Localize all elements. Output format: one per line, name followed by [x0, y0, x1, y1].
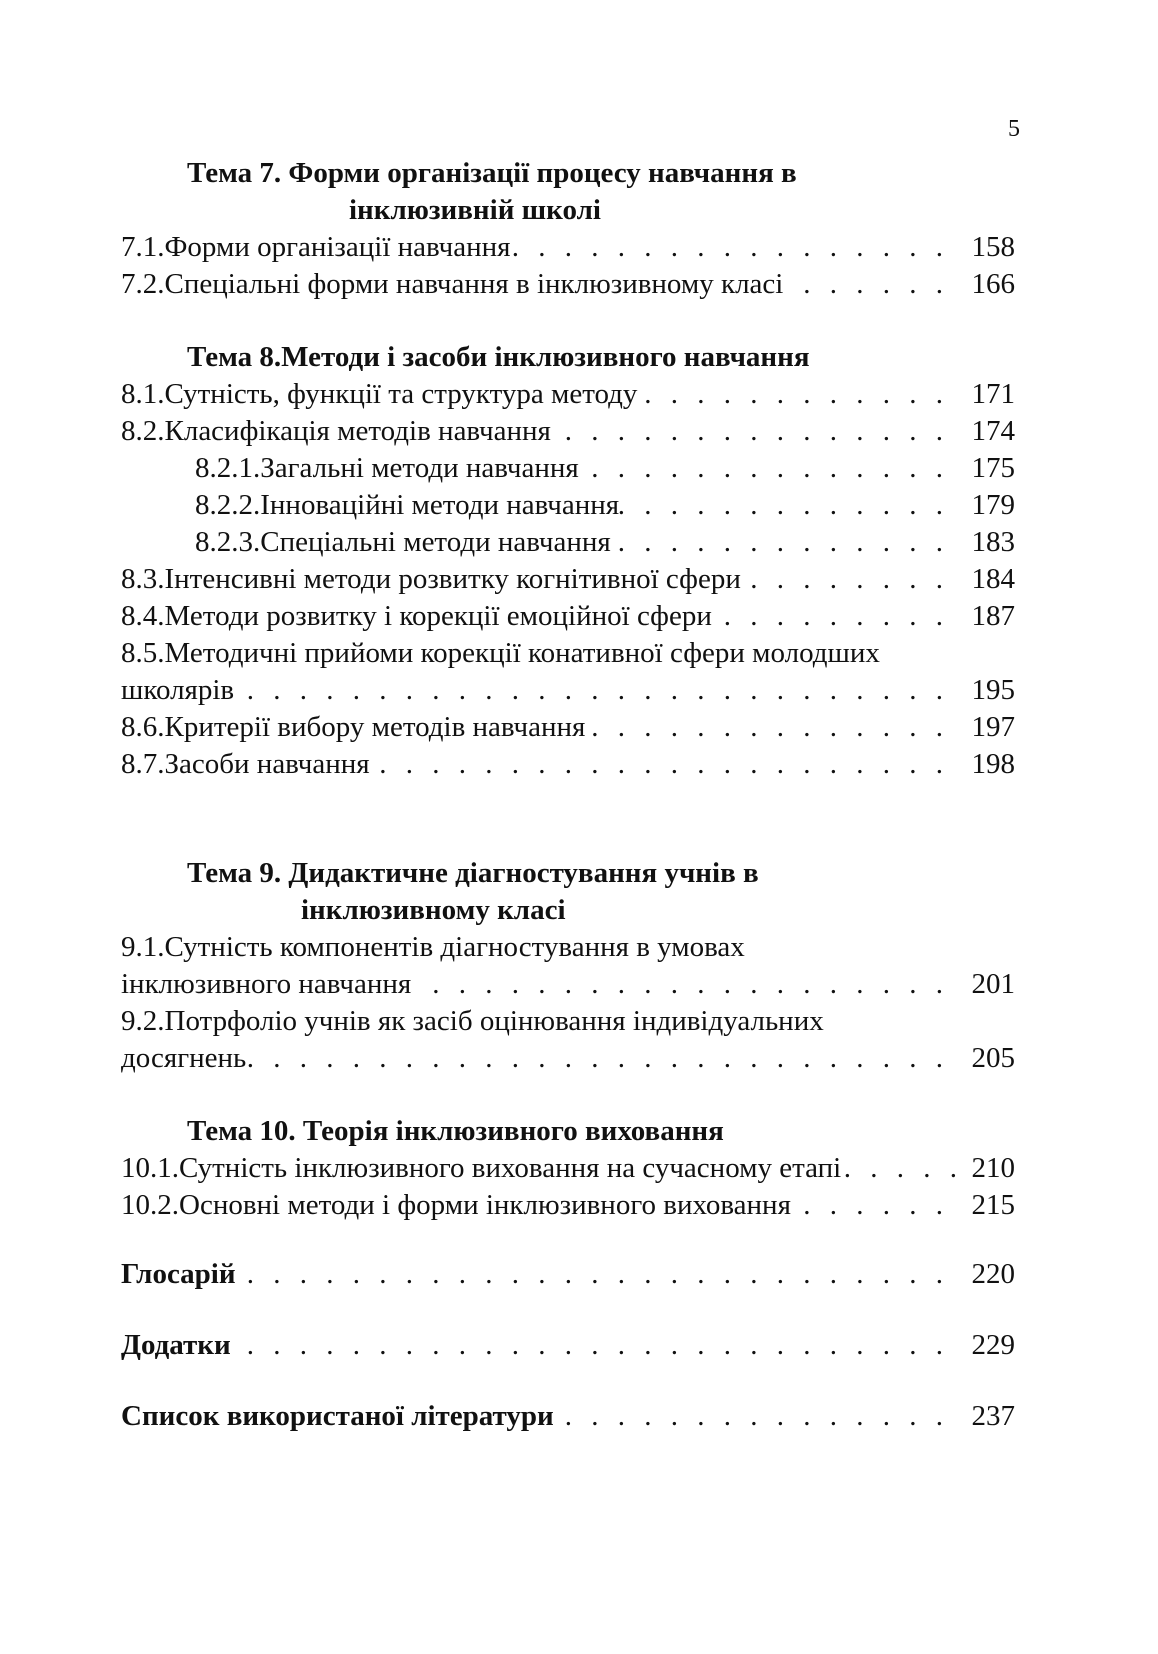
toc-entry-label: 8.4.Методи розвитку і корекції емоційної сфери — [121, 600, 712, 632]
dot-leader — [236, 1256, 963, 1293]
toc-entry-7-1[interactable] — [121, 229, 1015, 266]
topic-8-heading: Тема 8.Методи і засоби інклюзивного навчання — [187, 341, 810, 373]
toc-entry-9-1-line1[interactable]: 9.1.Сутність компонентів діагностування в умовах — [121, 931, 745, 963]
toc-entry-page: 187 — [971, 600, 1015, 632]
dot-leader — [370, 746, 963, 783]
toc-entry-page: 184 — [971, 563, 1015, 595]
toc-entry-8-6[interactable] — [121, 709, 1015, 746]
toc-entry-page: 197 — [971, 711, 1015, 743]
toc-entry-8-2-2[interactable] — [121, 487, 1015, 524]
toc-entry-page: 237 — [971, 1400, 1015, 1432]
toc-entry-label: досягнень — [121, 1042, 247, 1074]
toc-entry-8-7[interactable] — [121, 746, 1015, 783]
toc-entry-9-2-line1[interactable]: 9.2.Потрфоліо учнів як засіб оцінювання індивідуальних — [121, 1005, 824, 1037]
dot-leader — [741, 561, 963, 598]
dot-leader — [551, 413, 963, 450]
toc-entry-8-2-3[interactable] — [121, 524, 1015, 561]
dot-leader — [411, 966, 963, 1003]
dot-leader — [637, 376, 963, 413]
dot-leader — [841, 1150, 963, 1187]
toc-entry-page: 175 — [971, 452, 1015, 484]
toc-entry-page: 166 — [971, 268, 1015, 300]
topic-10-heading: Тема 10. Теорія інклюзивного виховання — [187, 1115, 724, 1147]
toc-entry-page: 205 — [971, 1042, 1015, 1074]
toc-entry-label: 8.7.Засоби навчання — [121, 748, 370, 780]
dot-leader — [791, 1187, 963, 1224]
dot-leader — [611, 524, 963, 561]
toc-entry-8-1[interactable] — [121, 376, 1015, 413]
toc-entry-page: 215 — [971, 1189, 1015, 1221]
toc-entry-label: 8.2.Класифікація методів навчання — [121, 415, 551, 447]
topic-7-heading-line2: інклюзивній школі — [349, 194, 601, 226]
dot-leader — [231, 1327, 963, 1364]
dot-leader — [234, 672, 963, 709]
toc-entry-label: 8.2.1.Загальні методи навчання — [195, 452, 579, 484]
toc-entry-page: 183 — [971, 526, 1015, 558]
dot-leader — [510, 229, 963, 266]
table-of-contents — [121, 155, 1015, 1435]
toc-entry-label: Додатки — [121, 1329, 231, 1361]
toc-entry-9-2[interactable] — [121, 1040, 1015, 1077]
toc-entry-label: 10.2.Основні методи і форми інклюзивного виховання — [121, 1189, 791, 1221]
toc-entry-8-5[interactable] — [121, 672, 1015, 709]
toc-entry-label: школярів — [121, 674, 235, 706]
dot-leader — [783, 266, 963, 303]
toc-entry-page: 171 — [971, 378, 1015, 410]
toc-entry-8-2-1[interactable] — [121, 450, 1015, 487]
dot-leader — [619, 487, 963, 524]
toc-entry-page: 198 — [971, 748, 1015, 780]
dot-leader — [554, 1398, 963, 1435]
toc-entry-page: 174 — [971, 415, 1015, 447]
toc-entry-10-2[interactable] — [121, 1187, 1015, 1224]
topic-7-heading-line1: Тема 7. Форми організації процесу навчання в — [187, 157, 797, 189]
toc-entry-glossary[interactable] — [121, 1256, 1015, 1293]
toc-entry-label: 8.2.2.Інноваційні методи навчання — [195, 489, 620, 521]
topic-9-heading-line2: інклюзивному класі — [301, 894, 566, 926]
toc-entry-page: 229 — [971, 1329, 1015, 1361]
dot-leader — [712, 598, 963, 635]
toc-entry-appendices[interactable] — [121, 1327, 1015, 1364]
dot-leader — [579, 450, 963, 487]
toc-entry-7-2[interactable] — [121, 266, 1015, 303]
toc-entry-label: 7.1.Форми організації навчання — [121, 231, 511, 263]
toc-entry-page: 201 — [971, 968, 1015, 1000]
toc-entry-label: Глосарій — [121, 1258, 236, 1290]
toc-entry-label: 8.2.3.Спеціальні методи навчання — [195, 526, 611, 558]
toc-entry-label: 8.1.Сутність, функції та структура методу — [121, 378, 638, 410]
topic-9-heading-line1: Тема 9. Дидактичне діагностування учнів в — [187, 857, 759, 889]
toc-entry-page: 179 — [971, 489, 1015, 521]
toc-entry-references[interactable] — [121, 1398, 1015, 1435]
dot-leader — [246, 1040, 963, 1077]
toc-entry-page: 158 — [971, 231, 1015, 263]
toc-entry-label: 8.3.Інтенсивні методи розвитку когнітивної сфери — [121, 563, 741, 595]
toc-entry-label: 10.1.Сутність інклюзивного виховання на сучасному етапі — [121, 1152, 842, 1184]
toc-entry-label: Список використаної літератури — [121, 1400, 554, 1432]
toc-entry-10-1[interactable] — [121, 1150, 1015, 1187]
toc-entry-8-3[interactable] — [121, 561, 1015, 598]
toc-entry-label: 7.2.Спеціальні форми навчання в інклюзивному класі — [121, 268, 784, 300]
toc-entry-label: 8.6.Критерії вибору методів навчання — [121, 711, 586, 743]
toc-entry-8-2[interactable] — [121, 413, 1015, 450]
toc-entry-page: 210 — [971, 1152, 1015, 1184]
toc-entry-8-5-line1[interactable]: 8.5.Методичні прийоми корекції конативної сфери молодших — [121, 637, 880, 669]
toc-entry-9-1[interactable] — [121, 966, 1015, 1003]
toc-entry-page: 195 — [971, 674, 1015, 706]
page-number: 5 — [1008, 116, 1020, 142]
dot-leader — [585, 709, 963, 746]
toc-entry-8-4[interactable] — [121, 598, 1015, 635]
toc-entry-label: інклюзивного навчання — [121, 968, 412, 1000]
toc-entry-page: 220 — [971, 1258, 1015, 1290]
